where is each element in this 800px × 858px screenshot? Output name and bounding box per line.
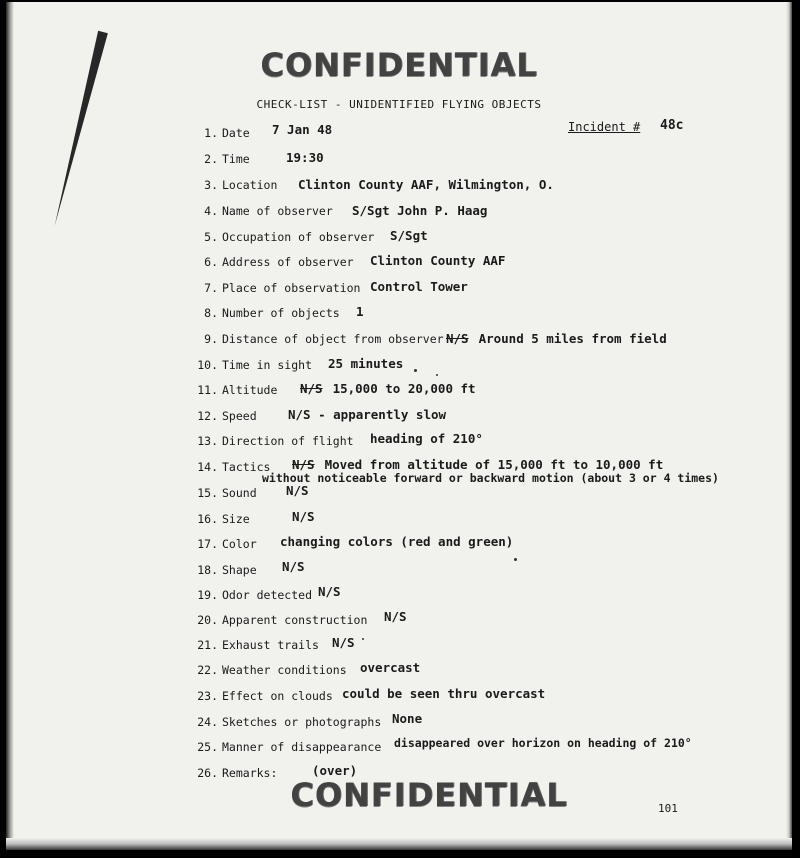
item-value: S/Sgt John P. Haag xyxy=(352,203,488,218)
scan-speck xyxy=(362,638,364,640)
confidential-stamp-bottom: CONFIDENTIAL xyxy=(290,776,568,814)
item-value: N/S xyxy=(332,635,355,650)
item-value: N/S xyxy=(286,483,309,498)
item-label: Distance of object from observer xyxy=(222,332,444,346)
item-label: Occupation of observer xyxy=(222,230,375,244)
struck-text: N/S xyxy=(300,381,323,396)
item-value: N/S xyxy=(384,609,407,624)
item-label: Number of objects xyxy=(222,306,340,320)
struck-text: N/S xyxy=(292,457,315,472)
item-number: 10. xyxy=(197,358,218,372)
item-value-continued: without noticeable forward or backward motion (about 3 or 4 times) xyxy=(262,471,719,485)
item-number: 22. xyxy=(197,663,218,677)
item-label: Exhaust trails xyxy=(222,638,319,652)
document-title: CHECK-LIST - UNIDENTIFIED FLYING OBJECTS xyxy=(256,98,542,111)
item-label: Remarks: xyxy=(222,766,278,780)
item-number: 4. xyxy=(204,204,218,218)
item-value: overcast xyxy=(360,660,421,675)
item-value: Around 5 miles from field xyxy=(478,331,667,346)
item-value: 15,000 to 20,000 ft xyxy=(332,381,476,396)
item-label: Size xyxy=(222,512,250,526)
item-number: 16. xyxy=(197,512,218,526)
item-label: Speed xyxy=(222,409,257,423)
item-label: Direction of flight xyxy=(222,434,354,448)
item-number: 18. xyxy=(197,563,218,577)
scan-speck xyxy=(514,558,517,561)
item-label: Place of observation xyxy=(222,281,361,295)
item-value: Clinton County AAF xyxy=(370,253,506,268)
item-number: 1. xyxy=(204,126,218,140)
item-label: Time in sight xyxy=(222,358,313,372)
item-value: N/S xyxy=(318,584,341,599)
item-value: (over) xyxy=(312,763,358,778)
item-label: Sound xyxy=(222,486,257,500)
item-number: 5. xyxy=(204,230,218,244)
page-edge-shadow-left xyxy=(6,2,14,850)
item-value: S/Sgt xyxy=(390,228,428,243)
item-value: N/S - apparently slow xyxy=(288,407,447,422)
item-value: 1 xyxy=(356,304,364,319)
item-label: Sketches or photographs xyxy=(222,715,382,729)
struck-text: N/S xyxy=(446,331,469,346)
item-value: 7 Jan 48 xyxy=(272,122,333,137)
item-number: 3. xyxy=(204,178,218,192)
item-label: Altitude xyxy=(222,383,278,397)
item-number: 19. xyxy=(197,588,218,602)
item-value: changing colors (red and green) xyxy=(280,534,514,549)
item-label: Location xyxy=(222,178,278,192)
item-number: 11. xyxy=(197,383,218,397)
incident-number: 48c xyxy=(660,118,684,133)
item-number: 14. xyxy=(197,460,218,474)
item-value: Moved from altitude of 15,000 ft to 10,000 ft xyxy=(324,457,664,472)
item-label: Color xyxy=(222,537,257,551)
page-edge-shadow-right xyxy=(786,2,792,850)
item-number: 13. xyxy=(197,434,218,448)
incident-label: Incident # xyxy=(568,120,641,134)
item-number: 2. xyxy=(204,152,218,166)
item-number: 21. xyxy=(197,638,218,652)
item-label: Date xyxy=(222,126,250,140)
confidential-stamp-top: CONFIDENTIAL xyxy=(260,46,538,84)
item-number: 17. xyxy=(197,537,218,551)
item-number: 23. xyxy=(197,689,218,703)
item-number: 7. xyxy=(204,281,218,295)
item-value: None xyxy=(392,711,423,726)
item-number: 8. xyxy=(204,306,218,320)
item-value: Clinton County AAF, Wilmington, O. xyxy=(298,177,554,192)
item-label: Shape xyxy=(222,563,257,577)
item-value: heading of 210° xyxy=(370,431,483,446)
item-number: 12. xyxy=(197,409,218,423)
item-value: 19:30 xyxy=(286,150,324,165)
scan-speck xyxy=(436,374,438,376)
item-value: N/S xyxy=(292,509,315,524)
item-label: Time xyxy=(222,152,250,166)
item-label: Name of observer xyxy=(222,204,333,218)
item-label: Weather conditions xyxy=(222,663,347,677)
item-number: 24. xyxy=(197,715,218,729)
item-value: N/S xyxy=(282,559,305,574)
item-value: 25 minutes xyxy=(328,356,404,371)
item-value: Control Tower xyxy=(370,279,468,294)
item-number: 9. xyxy=(204,332,218,346)
item-number: 20. xyxy=(197,613,218,627)
item-value: could be seen thru overcast xyxy=(342,686,546,701)
item-label: Odor detected xyxy=(222,588,313,602)
page-edge-shadow-bottom xyxy=(6,838,792,850)
item-label: Effect on clouds xyxy=(222,689,333,703)
item-label: Address of observer xyxy=(222,255,354,269)
item-label: Manner of disappearance xyxy=(222,740,382,754)
item-number: 25. xyxy=(197,740,218,754)
item-number: 6. xyxy=(204,255,218,269)
item-value: disappeared over horizon on heading of 210° xyxy=(394,736,692,750)
scan-speck xyxy=(414,369,417,372)
item-label: Apparent construction xyxy=(222,613,368,627)
item-number: 15. xyxy=(197,486,218,500)
item-label: Tactics xyxy=(222,460,271,474)
document-page xyxy=(6,2,792,850)
item-number: 26. xyxy=(197,766,218,780)
page-number-mark: 101 xyxy=(658,802,678,815)
